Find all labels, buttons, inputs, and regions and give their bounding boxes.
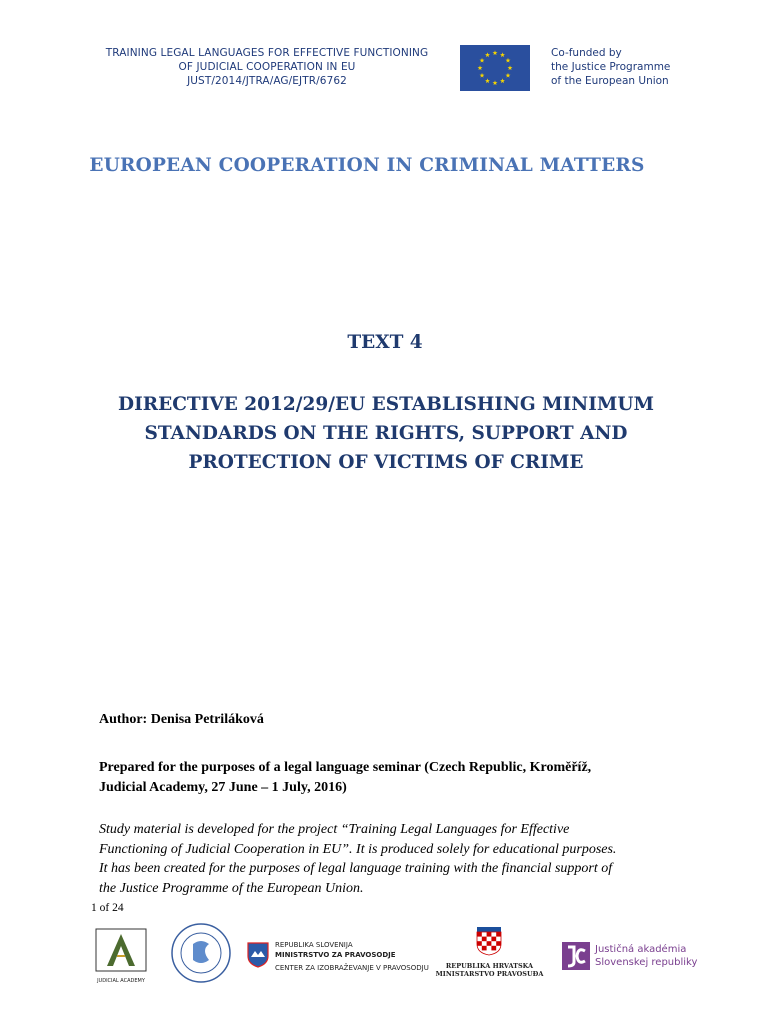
slovakia-line: Slovenskej republiky bbox=[595, 957, 698, 968]
page-number: 1 of 24 bbox=[91, 902, 124, 914]
seal-icon bbox=[165, 922, 237, 984]
slovakia-academy-icon bbox=[562, 942, 590, 970]
document-title: EUROPEAN COOPERATION IN CRIMINAL MATTERS bbox=[89, 155, 645, 176]
prepared-note bbox=[99, 758, 679, 798]
croatia-line: REPUBLIKA HRVATSKA bbox=[445, 962, 534, 970]
project-line: TRAINING LEGAL LANGUAGES FOR EFFECTIVE FUNCTIONING bbox=[105, 47, 429, 59]
prepared-line: Judicial Academy, 27 June – 1 July, 2016) bbox=[99, 780, 347, 795]
text-number: TEXT 4 bbox=[347, 332, 423, 353]
slovenia-seal-logo bbox=[165, 922, 237, 984]
slovakia-academy-logo bbox=[562, 940, 698, 974]
directive-line: PROTECTION OF VICTIMS OF CRIME bbox=[188, 452, 584, 473]
study-note bbox=[99, 820, 689, 898]
study-line: the Justice Programme of the European Union. bbox=[99, 880, 364, 896]
croatia-line: MINISTARSTVO PRAVOSUĐA bbox=[435, 970, 544, 978]
directive-title bbox=[80, 390, 692, 477]
cofunded-notice bbox=[551, 46, 721, 88]
project-header bbox=[86, 46, 448, 88]
cofunded-line: the Justice Programme bbox=[551, 61, 671, 73]
directive-line: DIRECTIVE 2012/29/EU ESTABLISHING MINIMUM bbox=[118, 394, 654, 415]
cofunded-line: of the European Union bbox=[551, 75, 669, 87]
cofunded-line: Co-funded by bbox=[551, 47, 622, 59]
project-line: OF JUDICIAL COOPERATION IN EU bbox=[178, 61, 356, 73]
slovenia-line: CENTER ZA IZOBRAŽEVANJE V PRAVOSODJU bbox=[275, 964, 429, 972]
study-line: It has been created for the purposes of legal language training with the financial support of bbox=[99, 861, 613, 876]
study-line: Functioning of Judicial Cooperation in EU”. It is produced solely for educational purposes. bbox=[99, 841, 617, 857]
slovakia-line: Justičná akadémia bbox=[595, 944, 687, 955]
eu-flag-icon bbox=[460, 45, 530, 91]
study-line: Study material is developed for the project “Training Legal Languages for Effective bbox=[99, 822, 570, 837]
croatia-crest-icon bbox=[476, 926, 502, 956]
croatia-ministry-logo bbox=[432, 926, 547, 982]
czech-judicial-academy-logo bbox=[95, 928, 147, 984]
slovenia-crest-icon bbox=[247, 942, 269, 968]
academy-emblem-icon bbox=[95, 928, 147, 972]
academy-caption: JUDICIAL ACADEMY bbox=[97, 978, 145, 984]
slovenia-line: REPUBLIKA SLOVENIJA bbox=[275, 941, 353, 949]
author-line: Author: Denisa Petriláková bbox=[99, 712, 264, 727]
directive-line: STANDARDS ON THE RIGHTS, SUPPORT AND bbox=[144, 423, 628, 444]
slovenia-ministry-logo bbox=[247, 940, 427, 974]
prepared-line: Prepared for the purposes of a legal language seminar (Czech Republic, Kroměříž, bbox=[99, 760, 592, 775]
project-line: JUST/2014/JTRA/AG/EJTR/6762 bbox=[187, 75, 347, 87]
slovenia-line: MINISTRSTVO ZA PRAVOSODJE bbox=[275, 951, 396, 959]
